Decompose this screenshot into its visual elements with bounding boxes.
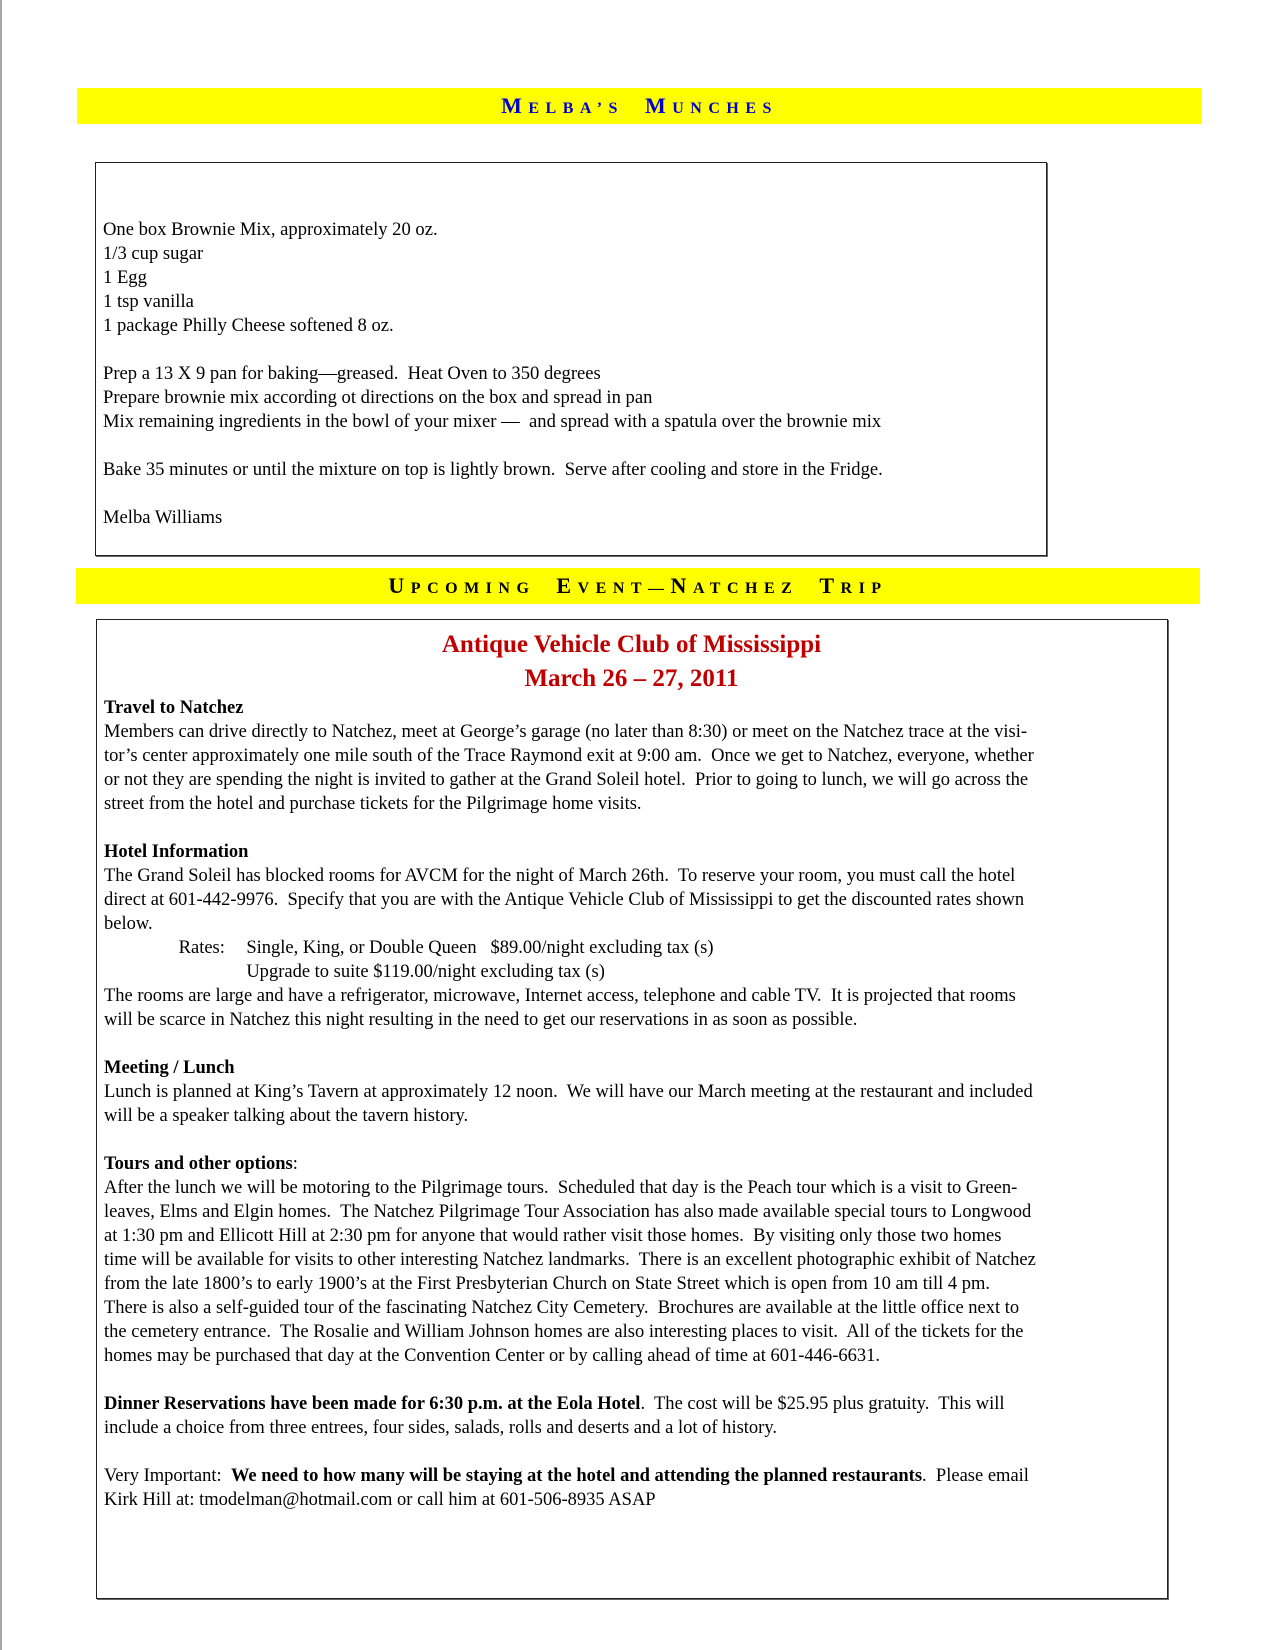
contact-suffix: or call him at 601-506-8935 ASAP xyxy=(392,1489,656,1510)
tours-heading-colon: : xyxy=(292,1153,298,1174)
dinner-line-2: include a choice from three entrees, four sides, salads, rolls and deserts and a lot of history. xyxy=(104,1417,778,1438)
page-edge xyxy=(0,0,2,1650)
tours-heading: Tours and other options xyxy=(104,1153,293,1174)
heading-cap: T xyxy=(819,573,841,598)
meeting-text xyxy=(104,1080,1159,1128)
rates-label: Rates: xyxy=(178,937,225,958)
meeting-line: Lunch is planned at King’s Tavern at approximately 12 noon. We will have our March meeting at the restaurant and included xyxy=(104,1081,1033,1102)
tours-heading-row xyxy=(104,1152,1154,1176)
recipe-line: Prepare brownie mix according ot directions on the box and spread in pan xyxy=(103,387,653,408)
heading-cap: M xyxy=(644,93,673,118)
important-label: Very Important: xyxy=(104,1465,231,1486)
recipe-line: One box Brownie Mix, approximately 20 oz. xyxy=(103,219,438,240)
recipe-line: Bake 35 minutes or until the mixture on top is lightly brown. Serve after cooling and store in the Fridge. xyxy=(103,459,883,480)
travel-line: tor’s center approximately one mile south of the Trace Raymond exit at 9:00 am. Once we get to Natchez, everyone, whether xyxy=(104,745,1034,766)
dinner-line-1 xyxy=(104,1392,1154,1416)
tours-text xyxy=(104,1176,1159,1368)
tours-line: leaves, Elms and Elgin homes. The Natchez Pilgrimage Tour Association has also made available special tours to Longwood xyxy=(104,1201,1032,1222)
recipe-line xyxy=(103,434,883,458)
dinner-rest: . The cost will be $25.95 plus gratuity. This will xyxy=(640,1393,1005,1414)
tours-line: After the lunch we will be motoring to the Pilgrimage tours. Scheduled that day is the Peach tour which is a visit to Green- xyxy=(104,1177,1018,1198)
meeting-line: will be a speaker talking about the tavern history. xyxy=(104,1105,469,1126)
recipe-line: 1 tsp vanilla xyxy=(103,291,194,312)
heading-part: PCOMING xyxy=(410,580,536,597)
recipe-line: Mix remaining ingredients in the bowl of your mixer — and spread with a spatula over the brownie mix xyxy=(103,411,882,432)
heading-cap: N xyxy=(670,573,693,598)
travel-text xyxy=(104,720,1159,816)
recipe-text xyxy=(103,218,883,530)
travel-line: street from the hotel and purchase tickets for the Pilgrimage home visits. xyxy=(104,793,642,814)
section-heading-upcoming-event xyxy=(388,573,887,599)
recipe-line xyxy=(103,338,883,362)
tours-line: homes may be purchased that day at the Convention Center or by calling ahead of time at 601-446-6631. xyxy=(104,1345,880,1366)
heading-part: ATCHEZ xyxy=(692,580,799,597)
hotel-heading: Hotel Information xyxy=(104,841,249,862)
heading-part: RIP xyxy=(840,580,888,597)
hotel-line: The rooms are large and have a refrigerator, microwave, Internet access, telephone and cable TV. It is projected that rooms xyxy=(104,985,1016,1006)
hotel-line: will be scarce in Natchez this night resulting in the need to get our reservations in as soon as possible. xyxy=(104,1009,858,1030)
hotel-line: direct at 601-442-9976. Specify that you are with the Antique Vehicle Club of Mississippi to get the discounted rates shown xyxy=(104,889,1025,910)
section-heading-melbas-munches xyxy=(501,93,778,119)
important-rest: . Please email xyxy=(922,1465,1029,1486)
hotel-line: The Grand Soleil has blocked rooms for AVCM for the night of March 26th. To reserve your room, you must call the hotel xyxy=(104,865,1016,886)
important-bold: We need to how many will be staying at the hotel and attending the planned restaurants xyxy=(230,1465,923,1486)
tours-line: time will be available for visits to other interesting Natchez landmarks. There is an excellent photographic exhibit of Natchez xyxy=(104,1249,1036,1270)
travel-line: or not they are spending the night is invited to gather at the Grand Soleil hotel. Prior to going to lunch, we will go across the xyxy=(104,769,1029,790)
heading-part: ELBA’S xyxy=(528,100,624,117)
event-box xyxy=(96,619,1168,1599)
tours-line: There is also a self-guided tour of the fascinating Natchez City Cemetery. Brochures are available at the little office next to xyxy=(104,1297,1020,1318)
recipe-line: Prep a 13 X 9 pan for baking—greased. Heat Oven to 350 degrees xyxy=(103,363,601,384)
section-banner-upcoming-event xyxy=(76,568,1200,604)
rate-standard: Single, King, or Double Queen $89.00/night excluding tax (s) xyxy=(246,937,714,958)
important-line-1 xyxy=(104,1464,1154,1488)
hotel-line: below. xyxy=(104,913,153,934)
meeting-heading: Meeting / Lunch xyxy=(104,1057,235,1078)
heading-part: UNCHES xyxy=(672,100,778,117)
recipe-line: 1/3 cup sugar xyxy=(103,243,204,264)
hotel-text-after xyxy=(104,984,1159,1032)
recipe-box xyxy=(95,162,1047,556)
tours-line: at 1:30 pm and Ellicott Hill at 2:30 pm for anyone that would rather visit those homes. By visiting only those two homes xyxy=(104,1225,1002,1246)
hotel-text xyxy=(104,864,1159,936)
important-line-2 xyxy=(104,1488,1154,1512)
heading-cap: M xyxy=(501,93,529,118)
recipe-line: Melba Williams xyxy=(103,507,223,528)
contact-email[interactable]: tmodelman@hotmail.com xyxy=(199,1489,393,1510)
dinner-bold: Dinner Reservations have been made for 6:30 p.m. at the Eola Hotel xyxy=(104,1393,641,1414)
rates-row-1 xyxy=(104,936,1154,960)
tours-line: the cemetery entrance. The Rosalie and William Johnson homes are also interesting places to visit. All of the tickets for the xyxy=(104,1321,1024,1342)
heading-part: VENT— xyxy=(577,580,671,597)
travel-heading: Travel to Natchez xyxy=(104,697,244,718)
heading-cap: E xyxy=(556,573,578,598)
contact-prefix: Kirk Hill at: xyxy=(104,1489,200,1510)
recipe-line: 1 Egg xyxy=(103,267,147,288)
section-banner-melbas-munches xyxy=(77,88,1202,124)
event-title: Antique Vehicle Club of Mississippi xyxy=(441,631,822,658)
recipe-line: 1 package Philly Cheese softened 8 oz. xyxy=(103,315,394,336)
heading-cap: U xyxy=(388,573,411,598)
tours-line: from the late 1800’s to early 1900’s at the First Presbyterian Church on State Street which is open from 10 am till 4 pm. xyxy=(104,1273,991,1294)
rate-suite: Upgrade to suite $119.00/night excluding tax (s) xyxy=(246,961,605,982)
event-date: March 26 – 27, 2011 xyxy=(524,665,739,692)
travel-line: Members can drive directly to Natchez, meet at George’s garage (no later than 8:30) or meet on the Natchez trace at the visi- xyxy=(104,721,1028,742)
recipe-line xyxy=(103,482,883,506)
